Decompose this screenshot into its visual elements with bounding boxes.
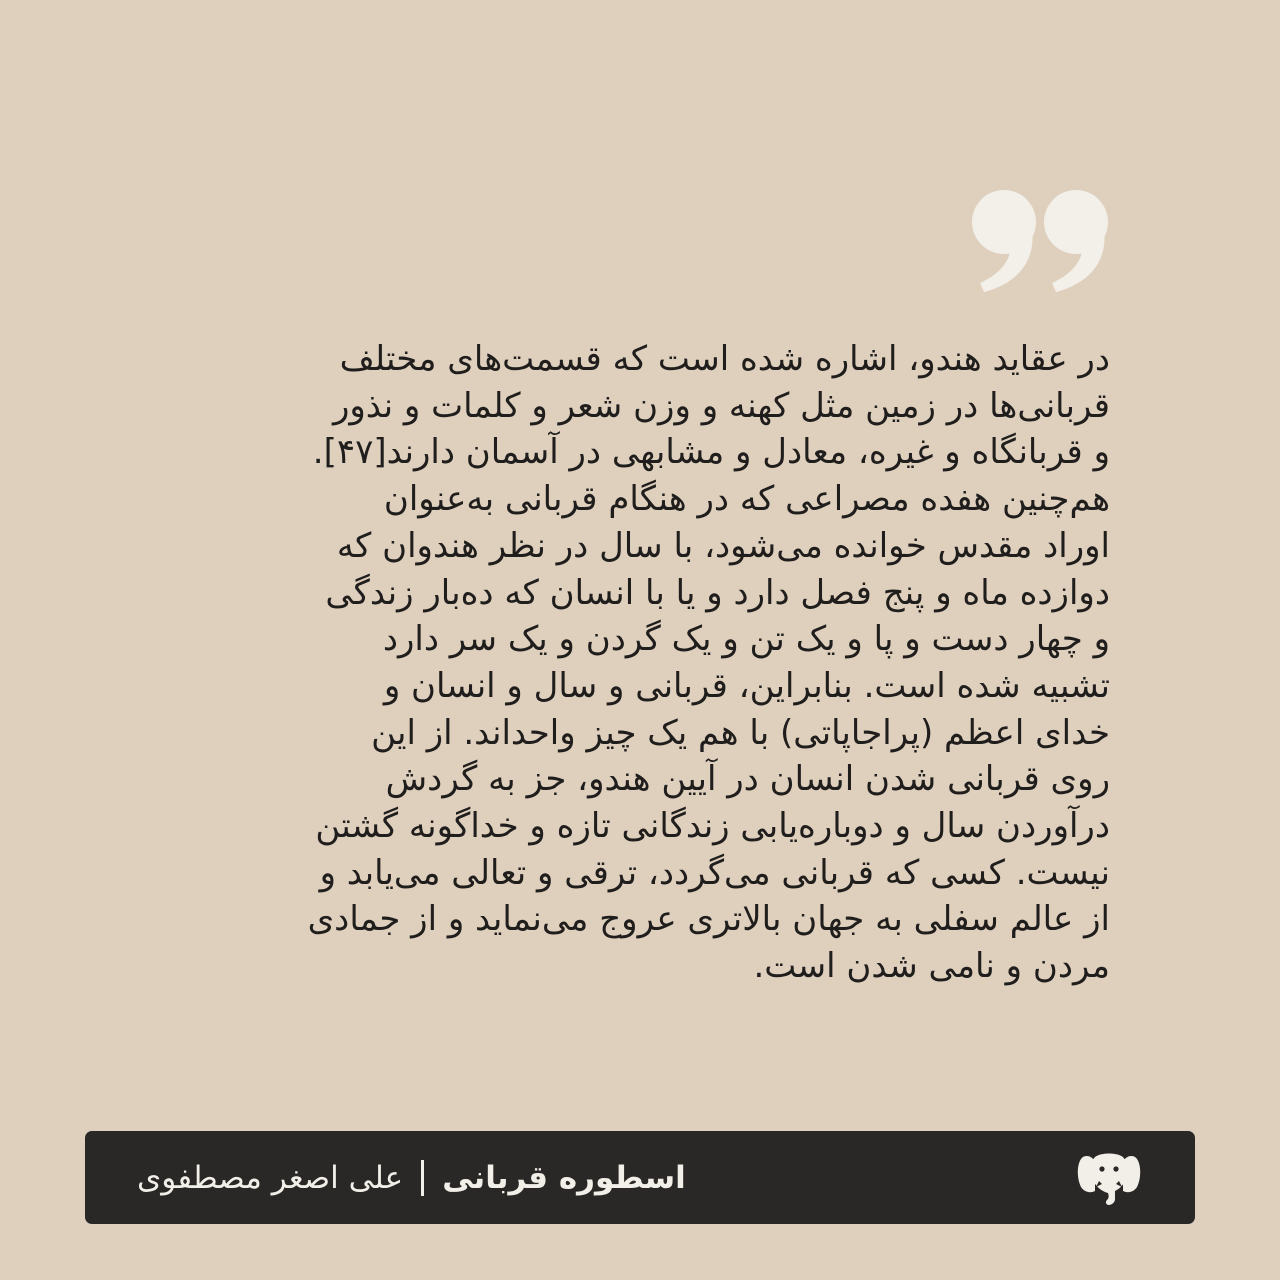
quote-line: از عالم سفلی به جهان بالاتری عروج می‌نماید و از جمادی: [307, 899, 1110, 940]
quote-line: نیست. کسی که قربانی می‌گردد، ترقی و تعالی می‌یابد و: [319, 852, 1110, 893]
quote-line: و چهار دست و پا و یک تن و یک گردن و یک سر دارد: [382, 619, 1110, 660]
quote-line: درآوردن سال و دوباره‌یابی زندگانی تازه و خداگونه گشتن: [315, 806, 1110, 847]
elephant-logo-icon: [1075, 1147, 1143, 1207]
closing-quote-icon: [964, 186, 1114, 296]
quote-line: تشبیه شده است. بنابراین، قربانی و سال و انسان و: [383, 665, 1110, 706]
quote-line: و قربانگاه و غیره، معادل و مشابهی در آسمان دارند[۴۷].: [312, 432, 1110, 473]
book-title: اسطوره قربانی: [442, 1159, 686, 1196]
footer-bar: [85, 1131, 1195, 1224]
book-credit: [137, 1131, 686, 1224]
quote-text: [150, 336, 1110, 990]
title-author-divider: [421, 1160, 424, 1196]
quote-line: اوراد مقدس خوانده می‌شود، با سال در نظر هندوان که: [336, 525, 1110, 566]
quote-line: مردن و نامی شدن است.: [753, 946, 1110, 987]
quote-line: در عقاید هندو، اشاره شده است که قسمت‌های مختلف: [339, 339, 1110, 379]
quote-line: هم‌چنین هفده مصراعی که در هنگام قربانی به‌عنوان: [383, 479, 1110, 520]
quote-line: قربانی‌ها در زمین مثل کهنه و وزن شعر و کلمات و نذور: [332, 385, 1110, 426]
quote-line: روی قربانی شدن انسان در آیین هندو، جز به گردش: [385, 759, 1110, 800]
author-name: علی اصغر مصطفوی: [137, 1159, 404, 1196]
quote-line: خدای اعظم (پراجاپاتی) با هم یک چیز واحداند. از این: [371, 712, 1110, 753]
quote-line: دوازده ماه و پنج فصل دارد و یا با انسان که ده‌بار زندگی: [325, 572, 1110, 613]
